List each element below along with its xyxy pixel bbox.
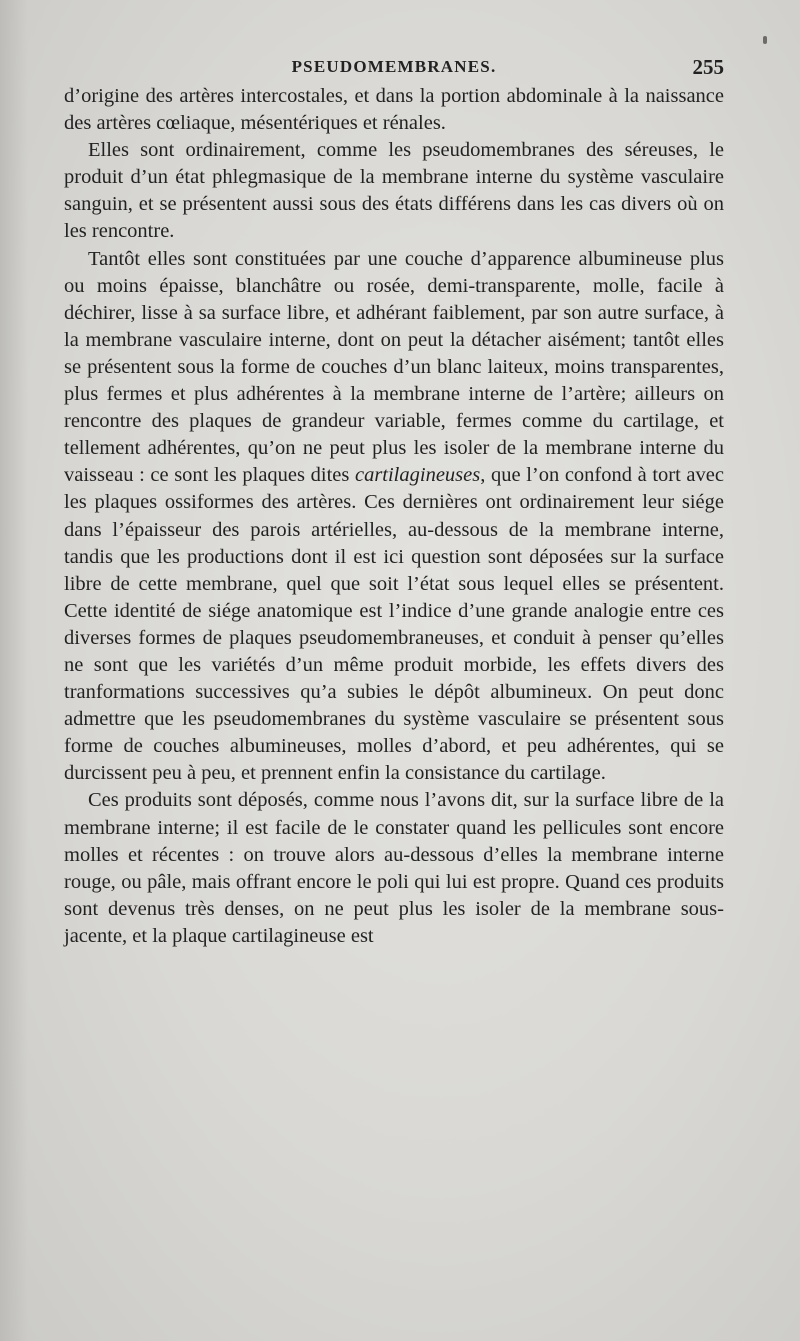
paragraph-3 — [64, 246, 724, 788]
paragraph-1: d’origine des artères intercostales, et dans la portion abdominale à la naissance des artères cœliaque, mésentériques et rénales. — [64, 85, 724, 135]
running-title: PSEUDOMEMBRANES. — [291, 57, 497, 76]
paragraph-2: Elles sont ordinairement, comme les pseudomembranes des séreuses, le produit d’un état phlegmasique de la membrane interne du système vasculaire sanguin, et se présentent aussi sous des états différens dans les cas divers où on les rencontre. — [64, 139, 724, 243]
paragraph-4: Ces produits sont déposés, comme nous l’avons dit, sur la surface libre de la membrane interne; il est facile de le constater quand les pellicules sont encore molles et récentes : on trouve alors au-dessous d’elles la membrane interne rouge, ou pâle, mais offrant encore le poli qui lui est propre. Quand ces produits sont devenus très denses, on ne peut plus les isoler de la membrane sous-jacente, et la plaque cartilagineuse est — [64, 789, 724, 947]
paragraph-3-part-2: , que l’on confond à tort avec les plaques ossiformes des artères. Ces dernières ont ordinairement leur siége dans l’épaisseur des parois artérielles, au-dessous de la membrane interne, tandis que les productions dont il est ici question sont déposées sur la surface libre de cette membrane, quel que soit l’état sous lequel elles se présentent. Cette identité de siége anatomique est l’indice d’une grande analogie entre ces diverses formes de plaques pseudomembraneuses, et conduit à penser qu’elles ne sont que les variétés d’un même produit morbide, les effets divers des tranformations successives qu’a subies le dépôt albumineux. On peut donc admettre que les pseudomembranes du système vasculaire se présentent sous forme de couches albumineuses, molles d’abord, et peu adhérentes, qui se durcissent peu à peu, et prennent enfin la consistance du cartilage. — [64, 464, 724, 785]
page-header — [64, 52, 724, 82]
page-number: 255 — [692, 55, 724, 79]
binding-gutter-shadow — [0, 0, 28, 1341]
italic-term: cartilagineuses — [354, 464, 481, 487]
paragraph-3-part-1: Tantôt elles sont constituées par une couche d’apparence albumineuse plus ou moins épaisse, blanchâtre ou rosée, demi-transparente, molle, facile à déchirer, lisse à sa surface libre, et adhérant faiblement, par son autre surface, à la membrane vasculaire interne, dont on peut la détacher aisément; tantôt elles se présentent sous la forme de couches d’un blanc laiteux, moins transparentes, plus fermes et plus adhérentes à la membrane interne de l’artère; ailleurs on rencontre des plaques de grandeur variable, fermes comme du cartilage, et tellement adhérentes, qu’on ne peut plus les isoler de la membrane interne du vaisseau : ce sont les plaques dites — [64, 247, 724, 487]
body-text — [64, 83, 724, 950]
ink-speck — [763, 36, 767, 44]
